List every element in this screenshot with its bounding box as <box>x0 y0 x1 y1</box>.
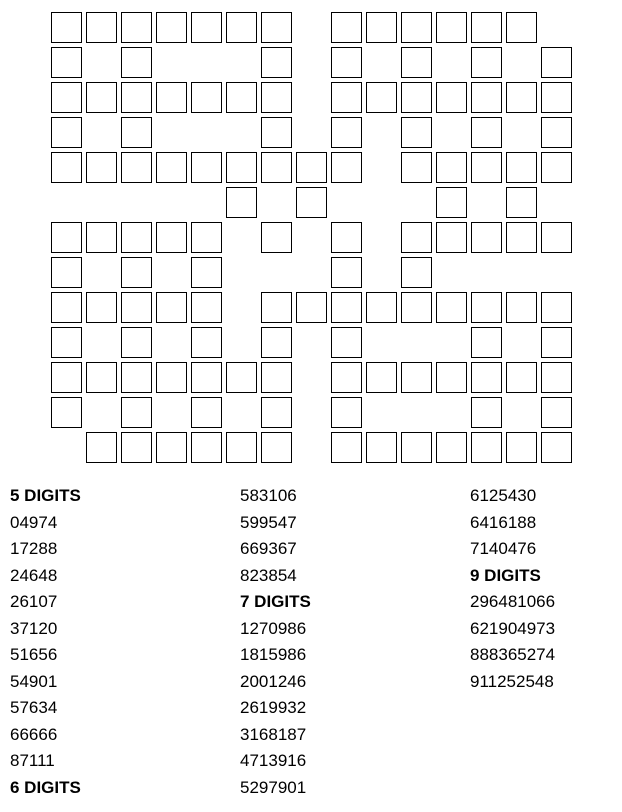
word-list-entry: 583106 <box>240 486 297 505</box>
grid-cell[interactable] <box>331 12 362 43</box>
grid-cell[interactable] <box>261 47 292 78</box>
grid-cell[interactable] <box>541 362 572 393</box>
grid-cell[interactable] <box>156 222 187 253</box>
grid-cell[interactable] <box>331 152 362 183</box>
grid-cell[interactable] <box>121 292 152 323</box>
grid-cell[interactable] <box>331 117 362 148</box>
grid-cell[interactable] <box>121 327 152 358</box>
grid-cell[interactable] <box>121 12 152 43</box>
word-list-entry: 37120 <box>10 618 58 638</box>
grid-cell[interactable] <box>541 47 572 78</box>
grid-cell[interactable] <box>226 12 257 43</box>
grid-cell[interactable] <box>436 222 467 253</box>
grid-cell[interactable] <box>191 257 222 288</box>
grid-cell[interactable] <box>541 82 572 113</box>
grid-cell[interactable] <box>471 222 502 253</box>
grid-cell[interactable] <box>261 432 292 463</box>
grid-cell[interactable] <box>261 117 292 148</box>
grid-cell[interactable] <box>51 222 82 253</box>
grid-cell[interactable] <box>191 397 222 428</box>
grid-cell[interactable] <box>471 82 502 113</box>
grid-cell[interactable] <box>86 292 117 323</box>
grid-cell[interactable] <box>121 152 152 183</box>
grid-cell[interactable] <box>471 397 502 428</box>
grid-cell[interactable] <box>156 292 187 323</box>
word-list-entry: 4713916 <box>240 751 307 770</box>
word-list-heading: 9 DIGITS <box>470 565 541 585</box>
grid-cell[interactable] <box>331 222 362 253</box>
grid-cell[interactable] <box>296 187 327 218</box>
grid-cell[interactable] <box>156 152 187 183</box>
grid-cell[interactable] <box>226 82 257 113</box>
word-list-entry: 1270986 <box>240 618 307 638</box>
word-list-entry: 911252548 <box>470 671 554 691</box>
word-list-entry: 57634 <box>10 698 58 717</box>
grid-cell[interactable] <box>471 432 502 463</box>
word-list-entry: 1815986 <box>240 645 307 664</box>
grid-cell[interactable] <box>471 12 502 43</box>
grid-cell[interactable] <box>331 82 362 113</box>
word-list-entry: 823854 <box>240 565 297 585</box>
grid-cell[interactable] <box>436 432 467 463</box>
grid-cell[interactable] <box>401 12 432 43</box>
grid-cell[interactable] <box>51 327 82 358</box>
grid-cell[interactable] <box>226 432 257 463</box>
word-list-entry: 3168187 <box>240 724 307 744</box>
grid-cell[interactable] <box>121 117 152 148</box>
grid-cell[interactable] <box>51 12 82 43</box>
grid-cell[interactable] <box>436 12 467 43</box>
grid-cell[interactable] <box>541 292 572 323</box>
grid-cell[interactable] <box>121 362 152 393</box>
word-list-entry: 51656 <box>10 645 58 664</box>
grid-cell[interactable] <box>51 257 82 288</box>
grid-cell[interactable] <box>121 222 152 253</box>
grid-cell[interactable] <box>261 82 292 113</box>
grid-cell[interactable] <box>366 292 397 323</box>
grid-cell[interactable] <box>156 12 187 43</box>
grid-cell[interactable] <box>86 432 117 463</box>
grid-cell[interactable] <box>51 362 82 393</box>
grid-cell[interactable] <box>506 362 537 393</box>
grid-cell[interactable] <box>51 117 82 148</box>
grid-cell[interactable] <box>191 222 222 253</box>
word-list-entry: 599547 <box>240 512 297 532</box>
grid-cell[interactable] <box>471 47 502 78</box>
word-list-entry: 621904973 <box>470 618 556 638</box>
grid-cell[interactable] <box>401 222 432 253</box>
grid-cell[interactable] <box>261 222 292 253</box>
word-list-entry: 6125430 <box>470 486 537 505</box>
grid-cell[interactable] <box>506 12 537 43</box>
grid-cell[interactable] <box>366 82 397 113</box>
grid-cell[interactable] <box>156 82 187 113</box>
grid-cell[interactable] <box>86 82 117 113</box>
grid-cell[interactable] <box>86 222 117 253</box>
grid-cell[interactable] <box>401 257 432 288</box>
grid-cell[interactable] <box>471 327 502 358</box>
grid-cell[interactable] <box>471 117 502 148</box>
grid-cell[interactable] <box>156 432 187 463</box>
word-list-entry: 54901 <box>10 671 58 691</box>
grid-cell[interactable] <box>86 152 117 183</box>
grid-cell[interactable] <box>541 397 572 428</box>
word-list-entry: 24648 <box>10 565 58 585</box>
grid-cell[interactable] <box>86 362 117 393</box>
grid-cell[interactable] <box>86 12 117 43</box>
grid-cell[interactable] <box>261 397 292 428</box>
grid-cell[interactable] <box>261 152 292 183</box>
word-list-entry: 7140476 <box>470 539 537 558</box>
word-list-heading: 5 DIGITS <box>10 486 81 505</box>
word-list-heading: 6 DIGITS <box>10 777 81 797</box>
grid-cell[interactable] <box>436 362 467 393</box>
word-list-column-1 <box>10 483 210 801</box>
word-list-column-3 <box>470 483 622 695</box>
grid-cell[interactable] <box>541 152 572 183</box>
grid-cell[interactable] <box>541 117 572 148</box>
grid-cell[interactable] <box>121 397 152 428</box>
grid-cell[interactable] <box>401 362 432 393</box>
grid-cell[interactable] <box>191 362 222 393</box>
grid-cell[interactable] <box>121 257 152 288</box>
grid-cell[interactable] <box>331 432 362 463</box>
word-list-entry: 87111 <box>10 751 55 770</box>
grid-cell[interactable] <box>436 292 467 323</box>
grid-cell[interactable] <box>51 397 82 428</box>
grid-cell[interactable] <box>191 152 222 183</box>
grid-cell[interactable] <box>436 187 467 218</box>
grid-cell[interactable] <box>261 362 292 393</box>
word-list-entry: 17288 <box>10 539 58 558</box>
word-list-entry: 66666 <box>10 724 58 744</box>
grid-cell[interactable] <box>401 82 432 113</box>
grid-cell[interactable] <box>471 152 502 183</box>
grid-cell[interactable] <box>226 362 257 393</box>
word-list-entry: 6416188 <box>470 512 537 532</box>
grid-cell[interactable] <box>296 152 327 183</box>
grid-cell[interactable] <box>401 432 432 463</box>
grid-cell[interactable] <box>331 327 362 358</box>
grid-cell[interactable] <box>366 432 397 463</box>
grid-cell[interactable] <box>261 327 292 358</box>
grid-cell[interactable] <box>261 12 292 43</box>
grid-cell[interactable] <box>121 47 152 78</box>
grid-cell[interactable] <box>51 47 82 78</box>
grid-cell[interactable] <box>191 82 222 113</box>
grid-cell[interactable] <box>51 152 82 183</box>
grid-cell[interactable] <box>506 432 537 463</box>
grid-cell[interactable] <box>506 152 537 183</box>
grid-cell[interactable] <box>51 82 82 113</box>
grid-cell[interactable] <box>296 292 327 323</box>
word-list-entry: 26107 <box>10 592 58 611</box>
grid-cell[interactable] <box>121 82 152 113</box>
grid-cell[interactable] <box>436 152 467 183</box>
grid-cell[interactable] <box>51 292 82 323</box>
grid-cell[interactable] <box>401 152 432 183</box>
grid-cell[interactable] <box>401 292 432 323</box>
grid-cell[interactable] <box>191 292 222 323</box>
grid-cell[interactable] <box>471 362 502 393</box>
grid-cell[interactable] <box>541 327 572 358</box>
grid-cell[interactable] <box>506 187 537 218</box>
grid-cell[interactable] <box>191 432 222 463</box>
grid-cell[interactable] <box>261 292 292 323</box>
word-list-entry: 5297901 <box>240 777 307 797</box>
word-list-entry: 669367 <box>240 539 297 558</box>
word-list-entry: 04974 <box>10 512 58 532</box>
grid-cell[interactable] <box>541 432 572 463</box>
word-list-entry: 2619932 <box>240 698 307 717</box>
grid-cell[interactable] <box>541 222 572 253</box>
grid-cell[interactable] <box>471 292 502 323</box>
grid-cell[interactable] <box>331 362 362 393</box>
grid-cell[interactable] <box>191 12 222 43</box>
grid-cell[interactable] <box>331 257 362 288</box>
grid-cell[interactable] <box>506 82 537 113</box>
grid-cell[interactable] <box>331 47 362 78</box>
grid-cell[interactable] <box>156 362 187 393</box>
grid-cell[interactable] <box>366 12 397 43</box>
word-list-heading: 7 DIGITS <box>240 592 311 611</box>
grid-cell[interactable] <box>401 47 432 78</box>
grid-cell[interactable] <box>331 292 362 323</box>
word-list-entry: 2001246 <box>240 671 307 691</box>
word-list-entry: 296481066 <box>470 592 556 611</box>
grid-cell[interactable] <box>226 187 257 218</box>
word-list-entry: 888365274 <box>470 645 556 664</box>
grid-cell[interactable] <box>401 117 432 148</box>
grid-cell[interactable] <box>226 152 257 183</box>
word-list-column-2 <box>240 483 440 801</box>
grid-cell[interactable] <box>121 432 152 463</box>
grid-cell[interactable] <box>436 82 467 113</box>
grid-cell[interactable] <box>366 362 397 393</box>
grid-cell[interactable] <box>331 397 362 428</box>
grid-cell[interactable] <box>191 327 222 358</box>
grid-cell[interactable] <box>506 222 537 253</box>
grid-cell[interactable] <box>506 292 537 323</box>
